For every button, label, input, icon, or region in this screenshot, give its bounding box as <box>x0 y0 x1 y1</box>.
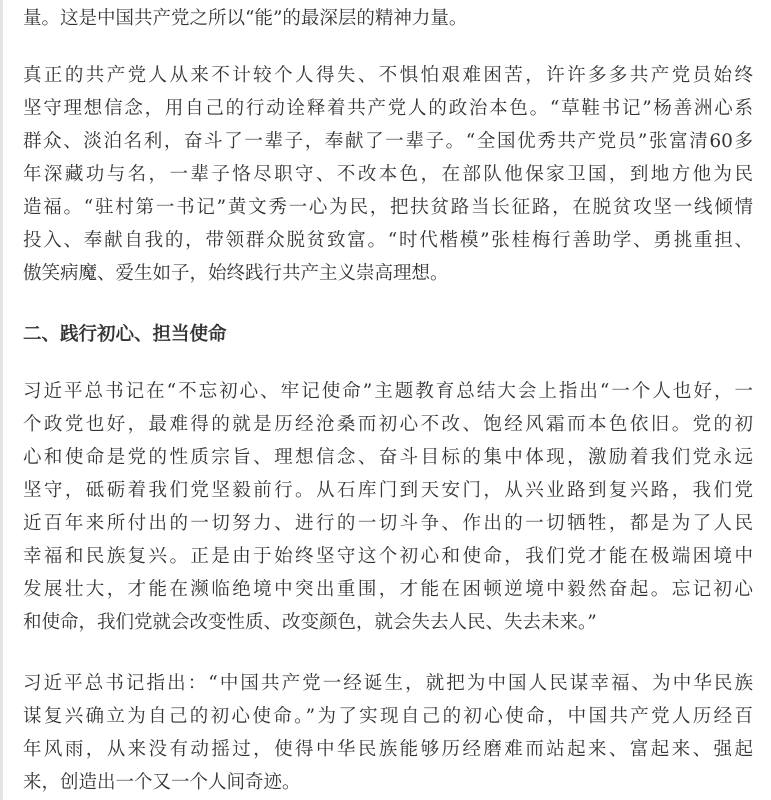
paragraph-intro-tail <box>23 2 753 35</box>
paragraph-line: 造福。“驻村第一书记”黄文秀一心为民，把扶贫路当长征路，在脱贫攻坚一线倾情 <box>23 197 753 218</box>
paragraph-line: 发展壮大，才能在濒临绝境中突出重围，才能在困顿逆境中毅然奋起。忘记初心 <box>23 579 753 600</box>
paragraph-line: 傲笑病魔、爱生如子，始终践行共产主义崇高理想。 <box>23 263 449 284</box>
paragraph-line: 近百年来所付出的一切努力、进行的一切斗争、作出的一切牺牲，都是为了人民 <box>23 513 753 534</box>
left-border-rule <box>0 0 3 800</box>
paragraph-line: 投入、奉献自我的，带领群众脱贫致富。“时代楷模”张桂梅行善助学、勇挑重担、 <box>23 230 753 251</box>
paragraph-line: 和使命，我们党就会改变性质、改变颜色，就会失去人民、失去未来。” <box>23 612 597 633</box>
section-heading <box>23 318 753 351</box>
paragraph-original-mission <box>23 375 753 639</box>
paragraph-line: 坚守，砥砺着我们党坚毅前行。从石库门到天安门，从兴业路到复兴路，我们党 <box>23 480 753 501</box>
paragraph-line: 量。这是中国共产党之所以“能”的最深层的精神力量。 <box>23 8 468 29</box>
paragraph-line: 年深藏功与名，一辈子恪尽职守、不改本色，在部队他保家卫国，到地方他为民 <box>23 164 753 185</box>
paragraph-line: 坚守理想信念，用自己的行动诠释着共产党人的政治本色。“草鞋书记”杨善洲心系 <box>23 98 753 119</box>
paragraph-founding-mission <box>23 667 753 799</box>
paragraph-line: 谋复兴确立为自己的初心使命。”为了实现自己的初心使命，中国共产党人历经百 <box>23 706 753 727</box>
paragraph-line: 年风雨，从来没有动摇过，使得中华民族能够历经磨难而站起来、富起来、强起 <box>23 739 753 760</box>
paragraph-line: 个政党也好，最难得的就是历经沧桑而初心不改、饱经风霜而本色依旧。党的初 <box>23 414 753 435</box>
section-heading-text: 二、践行初心、担当使命 <box>23 324 227 345</box>
paragraph-line: 来，创造出一个又一个人间奇迹。 <box>23 772 301 793</box>
paragraph-line: 心和使命是党的性质宗旨、理想信念、奋斗目标的集中体现，激励着我们党永远 <box>23 447 753 468</box>
paragraph-line: 习近平总书记在“不忘初心、牢记使命”主题教育总结大会上指出“一个人也好，一 <box>23 381 753 402</box>
paragraph-party-members <box>23 59 753 290</box>
paragraph-line: 幸福和民族复兴。正是由于始终坚守这个初心和使命，我们党才能在极端困境中 <box>23 546 753 567</box>
paragraph-line: 群众、淡泊名利，奋斗了一辈子，奉献了一辈子。“全国优秀共产党员”张富清60多 <box>23 131 753 152</box>
paragraph-line: 习近平总书记指出：“中国共产党一经诞生，就把为中国人民谋幸福、为中华民族 <box>23 673 753 694</box>
paragraph-line: 真正的共产党人从来不计较个人得失、不惧怕艰难困苦，许许多多共产党员始终 <box>23 65 753 86</box>
